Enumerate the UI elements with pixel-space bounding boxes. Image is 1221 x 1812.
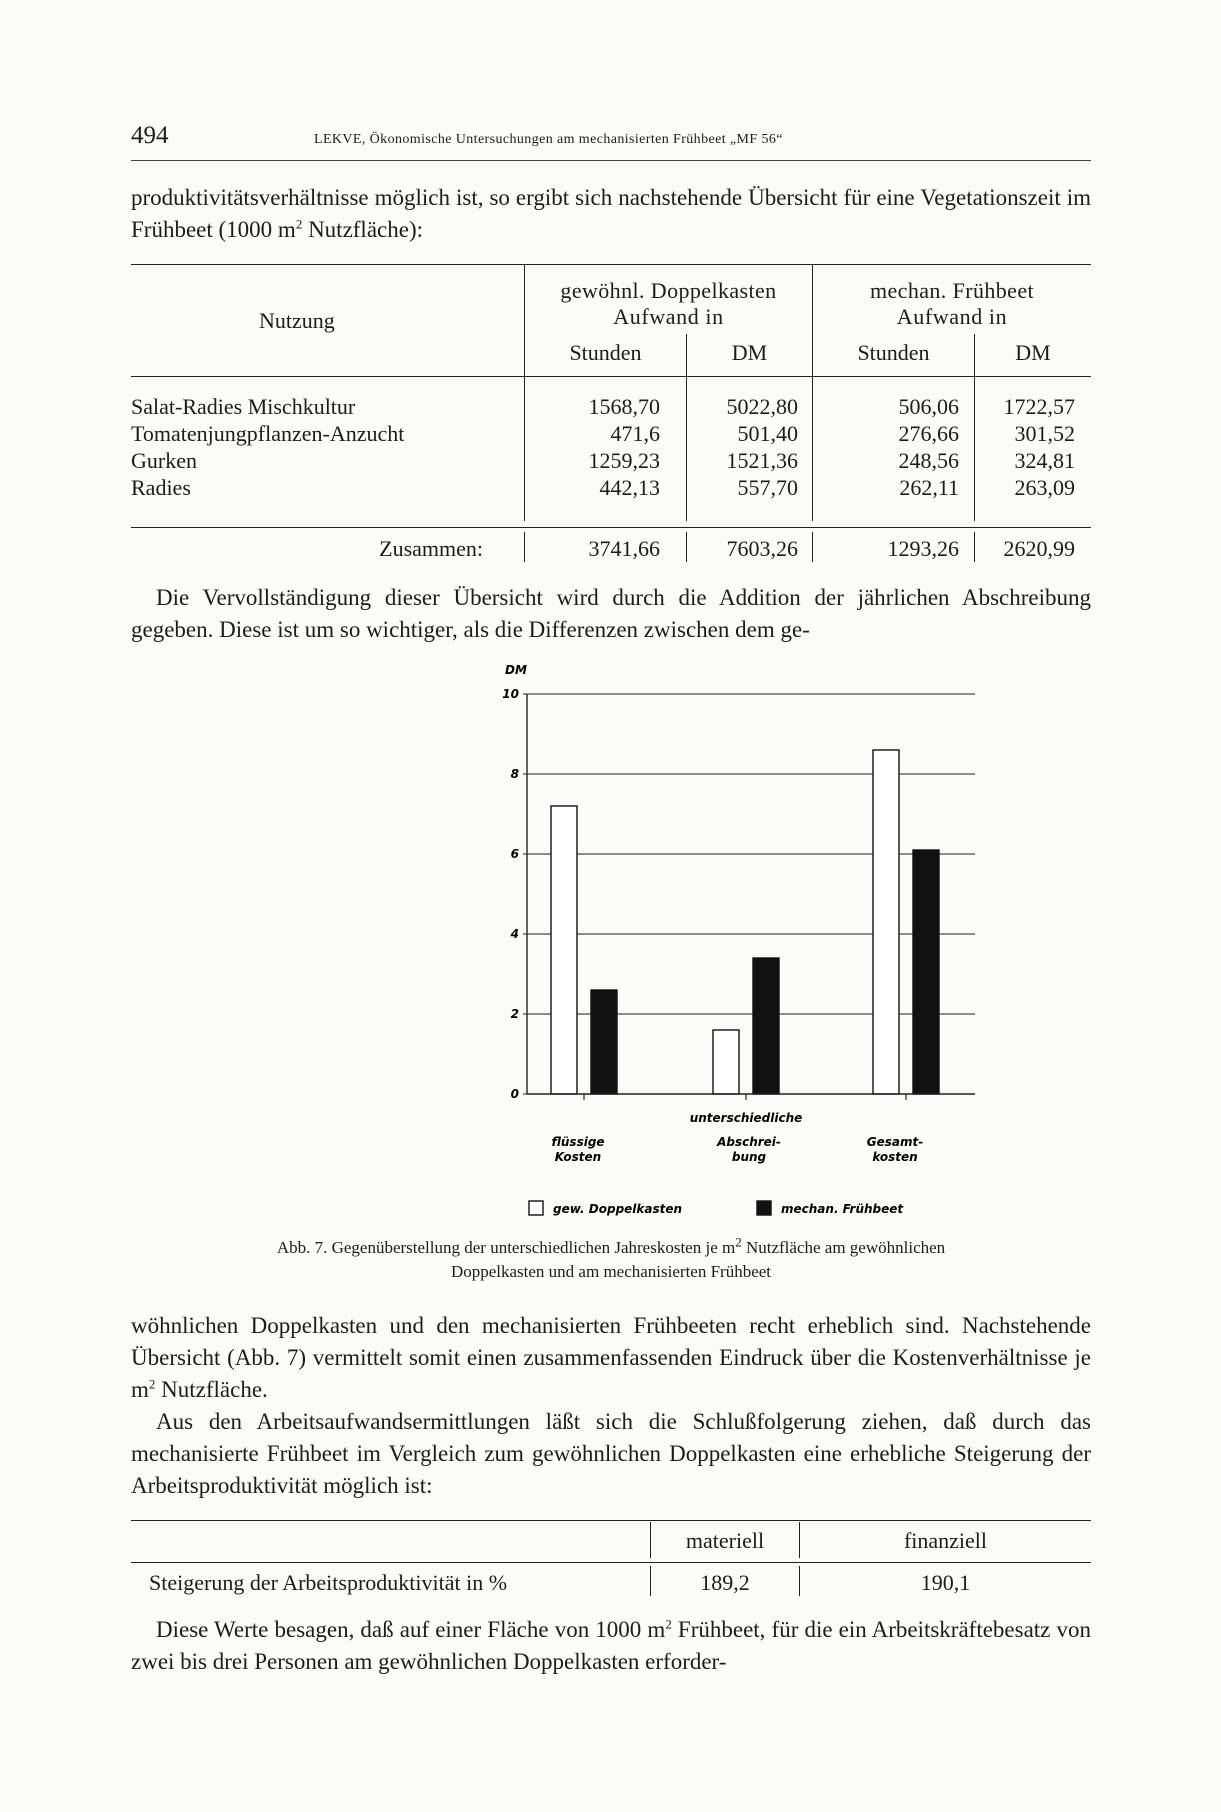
cell-value: 190,1: [920, 1570, 971, 1595]
total-label: Zusammen:: [379, 536, 483, 561]
cell-value: 1722,57: [1003, 394, 1075, 419]
cell-value: 248,56: [898, 448, 959, 473]
table-header-rule: [131, 376, 1091, 377]
header-group-doppelkasten: gewöhnl. Doppelkasten: [560, 278, 777, 303]
superscript: 2: [148, 1376, 156, 1392]
legend-swatch: [757, 1201, 771, 1215]
y-tick-label: 6: [510, 847, 519, 861]
header-dm: DM: [731, 340, 768, 365]
caption-text: Abb. 7. Gegenüberstellung der unterschiedlichen Jahreskosten je m: [276, 1238, 736, 1257]
category-label: flüssige: [551, 1135, 605, 1149]
paragraph-text: Frühbeet, für die ein Arbeitskräftebesatz von zwei bis drei Personen am gewöhnlichen Doppelkasten erforder-: [131, 1617, 1091, 1674]
category-label: unterschiedliche: [689, 1111, 803, 1125]
cell-value: 1259,23: [588, 448, 660, 473]
cell-value: 262,11: [899, 475, 959, 500]
paragraph-text: produktivitätsverhältnisse möglich ist, so ergibt sich nachstehende Übersicht für eine Vegetationszeit im Frühbeet (1000 m: [131, 185, 1091, 242]
bar: [591, 990, 617, 1094]
total-value: 2620,99: [1003, 536, 1075, 561]
table-header-rule: [131, 1562, 1091, 1563]
header-aufwand: Aufwand in: [896, 304, 1008, 329]
y-tick-label: 8: [510, 767, 519, 781]
row-label: Steigerung der Arbeitsproduktivität in %: [149, 1570, 508, 1595]
header-rule: [131, 160, 1091, 161]
paragraph-intro: [131, 182, 1091, 246]
cell-value: 557,70: [737, 475, 798, 500]
cell-value: 471,6: [610, 421, 660, 446]
y-tick-label: 4: [510, 927, 519, 941]
cell-value: 324,81: [1014, 448, 1075, 473]
header-nutzung: Nutzung: [259, 308, 335, 333]
cost-bar-chart: [461, 660, 991, 1220]
cell-value: 506,06: [898, 394, 959, 419]
header-materiell: materiell: [685, 1528, 765, 1553]
legend-label: mechan. Frühbeet: [781, 1202, 904, 1216]
cell-value: 1521,36: [726, 448, 798, 473]
paragraph-text: Nutzfläche):: [302, 217, 423, 242]
category-label: Kosten: [554, 1150, 602, 1164]
table-top-rule: [131, 264, 1091, 265]
legend-label: gew. Doppelkasten: [553, 1202, 683, 1216]
category-label: kosten: [872, 1150, 918, 1164]
header-dm: DM: [1015, 340, 1051, 365]
figure-caption: [131, 1236, 1091, 1284]
header-group-fruehbeet: mechan. Frühbeet: [869, 278, 1034, 303]
paragraph-kosten: [131, 1310, 1091, 1406]
cell-value: 301,52: [1014, 421, 1075, 446]
superscript: 2: [735, 1234, 742, 1250]
bar: [551, 806, 577, 1094]
bar: [753, 958, 779, 1094]
cell-value: 189,2: [700, 1570, 750, 1595]
paragraph-text: wöhnlichen Doppelkasten und den mechanisierten Frühbeeten recht erheblich sind. Nachstehende Übersicht (Abb. 7) vermittelt somit einen zusammenfassenden Eindruck über die Kostenverhältnisse je m: [131, 1313, 1091, 1402]
superscript: 2: [665, 1616, 672, 1632]
paragraph-abschreibung: Die Vervollständigung dieser Übersicht wird durch die Addition der jährlichen Abschreibung gegeben. Diese ist um so wichtiger, als die Differenzen zwischen dem ge-: [131, 585, 1091, 642]
y-tick-label: 0: [510, 1087, 519, 1101]
chart-canvas: [461, 660, 991, 1220]
cell-value: 5022,80: [726, 394, 798, 419]
category-label: bung: [731, 1150, 767, 1164]
page-number: 494: [131, 122, 169, 149]
bar: [873, 750, 899, 1094]
bar: [713, 1030, 739, 1094]
category-label: Gesamt-: [866, 1135, 924, 1149]
running-title: LEKVE, Ökonomische Untersuchungen am mechanisierten Frühbeet „MF 56“: [314, 132, 783, 147]
row-label: Tomatenjungpflanzen-Anzucht: [131, 421, 405, 446]
total-value: 1293,26: [887, 536, 959, 561]
productivity-table: [131, 1520, 1091, 1600]
table-total-rule: [131, 527, 1091, 528]
header-finanziell: finanziell: [903, 1528, 988, 1553]
y-tick-label: 10: [502, 687, 519, 701]
header-stunden: Stunden: [857, 340, 930, 365]
row-label: Gurken: [131, 448, 197, 473]
row-label: Radies: [131, 475, 191, 500]
superscript: 2: [295, 216, 303, 232]
header-stunden: Stunden: [569, 340, 642, 365]
caption-text: Nutzfläche am gewöhnlichen: [741, 1238, 946, 1257]
effort-table: [131, 264, 1091, 564]
y-tick-label: 2: [510, 1007, 519, 1021]
cell-value: 263,09: [1014, 475, 1075, 500]
paragraph-text: Diese Werte besagen, daß auf einer Fläche von 1000 m: [156, 1617, 666, 1642]
category-label: Abschrei-: [717, 1135, 781, 1149]
cell-value: 442,13: [599, 475, 660, 500]
header-aufwand: Aufwand in: [613, 304, 724, 329]
total-value: 3741,66: [588, 536, 660, 561]
table-top-rule: [131, 1520, 1091, 1521]
cell-value: 1568,70: [588, 394, 660, 419]
legend-swatch: [529, 1201, 543, 1215]
bar: [913, 850, 939, 1094]
cell-value: 501,40: [737, 421, 798, 446]
y-axis-label: DM: [505, 663, 527, 677]
paragraph-werte: [131, 1614, 1091, 1678]
paragraph-text: Nutzfläche.: [155, 1377, 268, 1402]
page-header: [131, 122, 1091, 158]
caption-line: [131, 1236, 1091, 1260]
cell-value: 276,66: [898, 421, 959, 446]
row-label: Salat-Radies Mischkultur: [131, 394, 356, 419]
caption-line: Doppelkasten und am mechanisierten Frühbeet: [450, 1262, 772, 1281]
paragraph-schlussfolgerung: Aus den Arbeitsaufwandsermittlungen läßt sich die Schlußfolgerung ziehen, daß durch das mechanisierte Frühbeet im Vergleich zum gewöhnlichen Doppelkasten eine erhebliche Steigerung der Arbeitsproduktivität möglich ist:: [131, 1409, 1091, 1498]
total-value: 7603,26: [726, 536, 798, 561]
